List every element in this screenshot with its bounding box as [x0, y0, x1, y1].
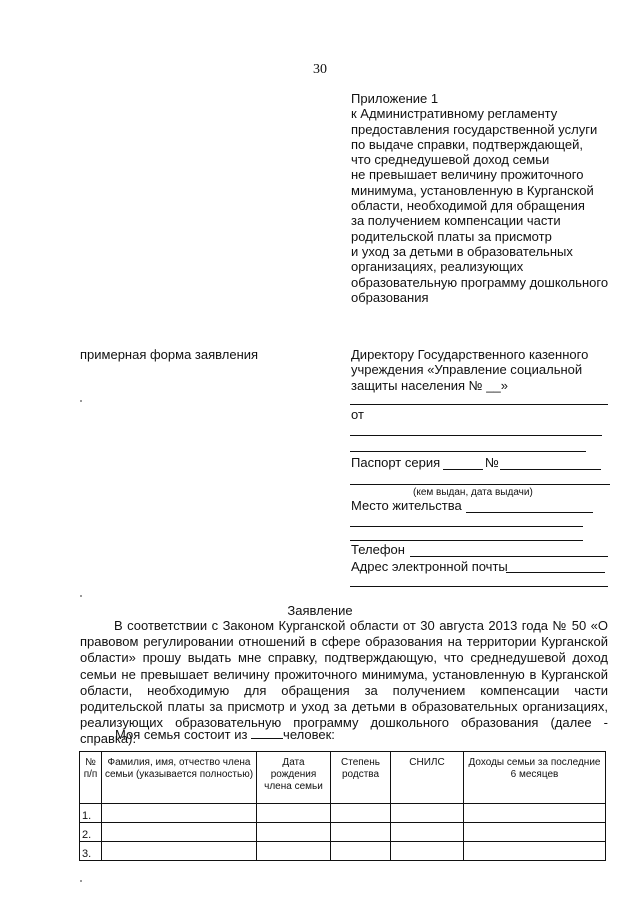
residence-blank[interactable] [466, 512, 593, 513]
addressee-underline [350, 404, 608, 405]
cell-relationship[interactable] [331, 823, 391, 842]
family-members-table [79, 751, 606, 861]
appendix-line: минимума, установленную в Курганской [351, 182, 594, 198]
email-line-2[interactable] [350, 586, 608, 587]
row-number: 2. [80, 823, 102, 842]
appendix-line: организациях, реализующих [351, 259, 524, 275]
appendix-line: области, необходимой для обращения [351, 198, 585, 214]
cell-full-name[interactable] [102, 823, 257, 842]
passport-series-label: Паспорт серия [351, 455, 441, 470]
col-header-income: Доходы семьи за последние 6 месяцев [464, 752, 606, 804]
passport-number-blank[interactable] [500, 469, 601, 470]
addressee-line: защиты населения № __» [351, 377, 508, 393]
from-label: от [351, 407, 364, 422]
appendix-line: что среднедушевой доход семьи [351, 152, 550, 168]
family-size-line [115, 727, 335, 742]
cell-relationship[interactable] [331, 842, 391, 861]
phone-label: Телефон [351, 542, 405, 557]
cell-snils[interactable] [391, 804, 464, 823]
appendix-line: образовательную программу дошкольного [351, 274, 609, 290]
addressee-line: учреждения «Управление социальной [351, 362, 583, 378]
appendix-line: за получением компенсации части [351, 213, 561, 229]
statement-body: В соответствии с Законом Курганской области от 30 августа 2013 года № 50 «О правовом регулировании отношений в сфере образования на территории Курганской области» прошу выдать мне справку, подтверждающую, что среднедушевой доход семьи не превышает величину прожиточного минимума, установленную в Курганской области, необходимую для обращения за получением компенсации части родительской платы за присмотр и уход за детьми в образовательных организациях, реализующих образовательную программу дошкольного образования (далее - справка). [80, 618, 608, 747]
family-size-blank[interactable] [251, 727, 283, 739]
appendix-heading [351, 91, 621, 305]
col-header-relationship: Степень родства [331, 752, 391, 804]
col-header-birth-date: Дата рождения члена семьи [257, 752, 331, 804]
family-size-suffix: человек: [283, 727, 335, 742]
table-header-row [80, 752, 606, 804]
col-header-snils: СНИЛС [391, 752, 464, 804]
table-row [80, 804, 606, 823]
row-number: 3. [80, 842, 102, 861]
family-size-prefix: Моя семья состоит из [115, 727, 248, 742]
sample-form-note: примерная форма заявления [80, 347, 259, 362]
appendix-line: родительской платы за присмотр [351, 228, 552, 244]
email-label: Адрес электронной почты [351, 559, 508, 574]
cell-snils[interactable] [391, 842, 464, 861]
email-blank[interactable] [506, 572, 605, 573]
phone-blank[interactable] [410, 556, 608, 557]
cell-birth-date[interactable] [257, 804, 331, 823]
cell-full-name[interactable] [102, 804, 257, 823]
appendix-line: и уход за детьми в образовательных [351, 243, 573, 259]
residence-line-2[interactable] [350, 526, 583, 527]
residence-label: Место жительства [351, 498, 462, 513]
appendix-line: Приложение 1 [351, 91, 439, 106]
applicant-name-line-2[interactable] [350, 451, 586, 452]
cell-income[interactable] [464, 804, 606, 823]
appendix-line: не превышает величину прожиточного [351, 167, 584, 183]
cell-income[interactable] [464, 823, 606, 842]
cell-birth-date[interactable] [257, 823, 331, 842]
passport-issued-line[interactable] [350, 484, 610, 485]
applicant-name-line-1[interactable] [350, 435, 602, 436]
addressee-block [351, 347, 621, 393]
passport-number-label: № [485, 455, 499, 470]
table-row [80, 842, 606, 861]
cell-income[interactable] [464, 842, 606, 861]
issued-by-note: (кем выдан, дата выдачи) [413, 487, 533, 498]
page-number: 30 [313, 62, 327, 77]
residence-line-3[interactable] [350, 540, 583, 541]
appendix-line: к Административному регламенту [351, 106, 558, 122]
col-header-full-name: Фамилия, имя, отчество члена семьи (указывается полностью) [102, 752, 257, 804]
cell-snils[interactable] [391, 823, 464, 842]
scan-speck [80, 880, 82, 882]
statement-title: Заявление [287, 603, 353, 618]
scan-speck [80, 400, 82, 402]
scan-speck [80, 595, 82, 597]
appendix-line: по выдаче справки, подтверждающей, [351, 136, 584, 152]
col-header-number: № п/п [80, 752, 102, 804]
appendix-line: образования [351, 289, 429, 305]
cell-birth-date[interactable] [257, 842, 331, 861]
appendix-line: предоставления государственной услуги [351, 121, 598, 137]
cell-relationship[interactable] [331, 804, 391, 823]
cell-full-name[interactable] [102, 842, 257, 861]
table-row [80, 823, 606, 842]
passport-series-blank[interactable] [443, 469, 483, 470]
row-number: 1. [80, 804, 102, 823]
addressee-line: Директору Государственного казенного [351, 347, 589, 362]
